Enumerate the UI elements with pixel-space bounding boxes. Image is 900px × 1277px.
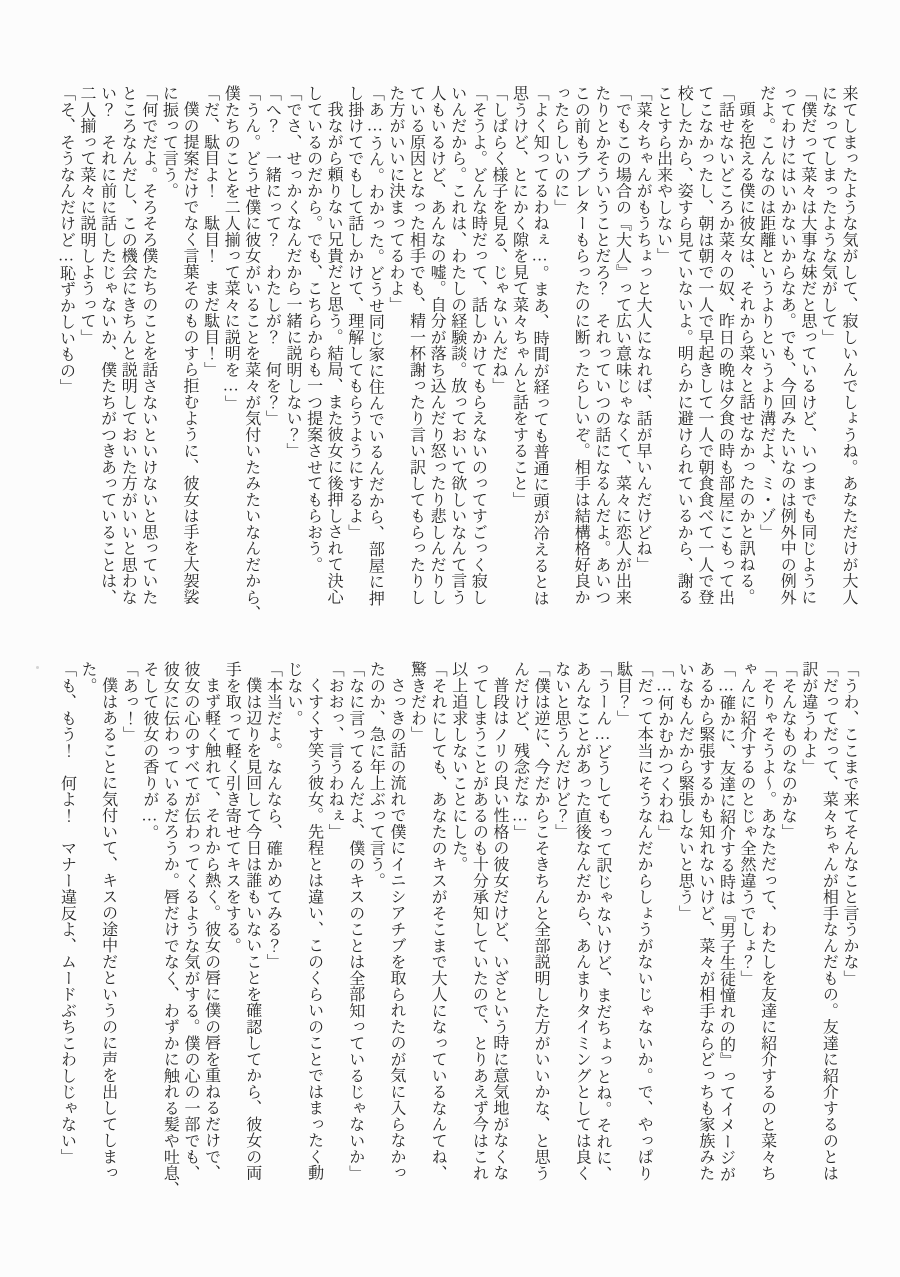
text-column: ったらしいのに」 <box>551 85 569 215</box>
text-column: 人もいるけど、あんなの嘘。自分が落ち込んだり怒ったり悲しんだりし <box>428 85 446 605</box>
text-column: てこなかったし、朝は朝で一人で早起きして一人で朝食食べて一人で登 <box>695 85 713 605</box>
text-column: じない。 <box>284 661 302 726</box>
text-column: しているのだから。でも、こちらからも一つ提案させてもらおう。 <box>304 85 322 573</box>
text-column: 「本当だよ。なんなら、確かめてみる？」 <box>264 661 282 970</box>
text-column: だよ。こんなのは距離というよりというより溝だよ、ミ・ゾ」 <box>757 85 775 540</box>
text-column: 「…確かに、友達に紹介する時は『男子生徒憧れの的』ってイメージが <box>717 661 735 1182</box>
text-column: 「うーん…どうしてもって訳じゃないけど、まだちょっとね。それに、 <box>593 661 611 1182</box>
text-column: に振って言う。 <box>160 85 178 199</box>
text-column: ないと思うんだけど？」 <box>552 661 570 840</box>
text-column: ゃんに紹介するのとじゃ全然違うでしょ？」 <box>738 661 756 986</box>
text-column: たりとかそういうことだろ？ それっていつの話になるんだよ。あいつ <box>592 85 610 605</box>
text-column: ところなんだし、この機会にきちんと説明しておいた方がいいと思わな <box>119 85 137 605</box>
text-column: 「うわ、ここまで来てそんなこと言うかな」 <box>841 661 858 986</box>
text-column: し掛けてでもして話しかけて、理解してもらうようにするよ」 <box>345 85 363 540</box>
text-column: くすくす笑う彼女。先程とは違い、このくらいのことではまったく動 <box>305 677 323 1181</box>
text-column: ている原因となった相手でも、精一杯謝ったり言い訳してもらったりし <box>407 85 425 605</box>
text-column: い？ それに前に話したじゃないか、僕たちがつきあっていることは、 <box>98 85 116 605</box>
text-column: 「何でだよ。そろそろ僕たちのことを話さないといけないと思っていた <box>139 85 157 605</box>
text-column: さっきの話の流れで僕にイニシアチブを取られたのが気に入らなかっ <box>387 677 405 1181</box>
text-column: 僕の提案だけでなく言葉そのものすら拒むように、彼女は手を大袈裟 <box>181 101 198 605</box>
text-column: になってしまったような気がして」 <box>819 85 837 345</box>
text-column: 「そんなものなのかな」 <box>779 661 797 840</box>
text-column: 「菜々ちゃんがもうちょっと大人になれば、話が早いんだけどね」 <box>634 85 652 573</box>
text-column: 以上追求しないことにした。 <box>449 661 467 873</box>
text-column: 駄目？」 <box>614 661 632 726</box>
text-column: 来てしまったような気がして、寂しいんでしょうね。あなただけが大人 <box>840 85 857 605</box>
text-column: た。 <box>79 661 97 694</box>
text-column: ってわけにはいかないからなあ。でも、今回みたいなのは例外中の例外 <box>778 85 796 605</box>
text-column: たのか、急に年上ぶって言う。 <box>367 661 385 889</box>
text-column: 「おおっ、言うわねぇ」 <box>326 661 344 840</box>
text-column: 普段はノリの良い性格の彼女だけど、いざという時に意気地がなくな <box>490 677 508 1181</box>
text-column: 「だって本当にそうなんだからしょうがないじゃないか。で、やっぱり <box>635 661 653 1181</box>
text-column: 彼女の心のすべてが伝わってくるような気がする。僕の心の一部でも、 <box>182 661 199 1181</box>
text-column: 「それにしても、あなたのキスがそこまで大人になっているなんてね、 <box>429 661 447 1181</box>
text-column: 訳が違うわよ」 <box>799 661 817 775</box>
text-column: あるから緊張するかも知れないけど、菜々が相手ならどっちも家族みた <box>696 661 714 1181</box>
text-column: ってしまうことがあるのも十分承知していたので、とりあえず今はこれ <box>470 661 488 1181</box>
text-column: 「しばらく様子を見る、じゃないんだね」 <box>489 85 507 394</box>
text-column: 我ながら頼りない兄貴だと思う。結局、また彼女に後押しされて決心 <box>325 101 343 605</box>
text-column: 僕は辺りを見回して今日は誰もいないことを確認してから、彼女の両 <box>243 677 261 1181</box>
text-column: 「だってだって、菜々ちゃんが相手なんだもの。友達に紹介するのとは <box>820 661 838 1181</box>
text-column: 「そうよ。どんな時だって、話しかけてもらえないのってすごっく寂し <box>469 85 487 605</box>
text-column: んだけど、残念だな…」 <box>511 661 529 841</box>
text-column: そして彼女の香りが…。 <box>140 661 158 841</box>
text-column: まず軽く触れて、それから熱く。彼女の唇に僕の唇を重ねるだけで、 <box>202 677 220 1181</box>
text-column: この前もラブレターもらったのに断ったらしいぞ。相手は結構格好良か <box>572 85 590 605</box>
text-column: 「なに言ってるんだよ、僕のキスのことは全部知っているじゃないか」 <box>346 661 364 1181</box>
text-column: 「でさ、せっかくなんだから一緒に説明しない？」 <box>283 85 301 459</box>
text-column: 「そ、そうなんだけど…恥ずかしいもの」 <box>57 85 75 395</box>
text-column: 驚きだわ」 <box>408 661 426 743</box>
text-column: 僕たちのことを二人揃って菜々に説明を…」 <box>222 85 240 411</box>
text-column: 「あ…うん。わかった。どうせ同じ家に住んでいるんだから、部屋に押 <box>366 85 384 606</box>
text-column: 「うん。どうせ僕に彼女がいることを菜々が気付いたみたいなんだから、 <box>242 85 260 622</box>
text-column: 「だ、駄目よ！ 駄目！ まだ駄目！」 <box>201 85 219 378</box>
text-column: いなもんだから緊張しないと思う」 <box>676 661 694 921</box>
text-column: た方がいいに決まってるわよ」 <box>386 85 404 313</box>
text-column: 「でもこの場合の『大人』って広い意味じゃなくて、菜々に恋人が出来 <box>613 85 631 605</box>
text-column: 頭を抱える僕に彼女は、それから菜々と話せなかったのかと訊ねる。 <box>737 101 755 605</box>
text-column: あんなことがあった直後なんだから、あんまりタイミングとしては良く <box>573 661 591 1181</box>
text-column: 「僕だって菜々は大事な妹だと思っているけど、いつまでも同じように <box>798 85 816 605</box>
text-column: 思うけど、とにかく隙を見て菜々ちゃんと話をすること」 <box>510 85 528 508</box>
text-column: 二人揃って菜々に説明しようって」 <box>78 85 96 345</box>
text-column: 「よく知ってるわねぇ…。まあ、時間が経っても普通に頭が冷えるとは <box>531 85 549 606</box>
text-column: いんだから。これは、わたしの経験談。放っておいて欲しいなんて言う <box>448 85 466 605</box>
text-column: 「…何かむかつくわね」 <box>655 661 673 841</box>
text-column: 「そりゃそうよ～。あなただって、わたしを友達に紹介するのと菜々ち <box>758 661 776 1181</box>
text-block-top <box>55 85 858 622</box>
text-block-bottom <box>56 661 859 1198</box>
text-column: ことすら出来やしない」 <box>654 85 672 264</box>
text-column: 「話せないどころか菜々の奴、昨日の晩は夕食の時も部屋にこもって出 <box>716 85 734 605</box>
text-column: 「へ？ 一緒にって？ わたしが？ 何を？」 <box>263 85 281 427</box>
text-column: 彼女に伝わっているだろうか。唇だけでなく、わずかに触れる髪や吐息、 <box>161 661 179 1198</box>
text-column: 「も、もう！ 何よ！ マナー違反よ、ムードぶちこわしじゃない」 <box>58 661 76 1165</box>
scan-speck <box>36 666 39 669</box>
text-column: 校したから、姿すら見ていないよ。明らかに避けられているから、謝る <box>675 85 693 605</box>
text-column: 「あっ！」 <box>120 661 138 743</box>
text-column: 手を取って軽く引き寄せてキスをする。 <box>223 661 241 954</box>
text-column: 「僕は逆に、今だからこそきちんと全部説明した方がいいかな、と思う <box>532 661 550 1181</box>
text-column: 僕はあることに気付いて、キスの途中だというのに声を出してしまっ <box>99 677 117 1181</box>
